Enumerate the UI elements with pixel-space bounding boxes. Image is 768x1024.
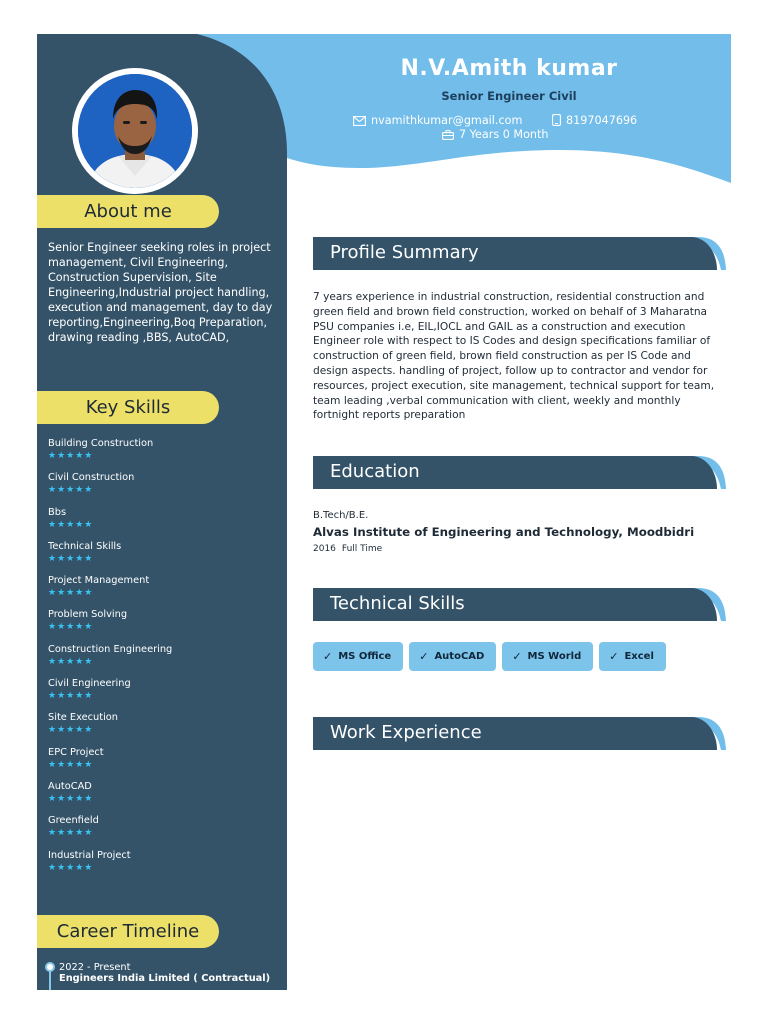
tech-chip-label: MS World xyxy=(527,651,582,662)
tech-chip-label: AutoCAD xyxy=(434,651,485,662)
skill-item xyxy=(48,643,278,677)
technical-skills-bar xyxy=(313,588,727,622)
check-icon: ✓ xyxy=(609,650,619,663)
timeline-dot xyxy=(45,962,55,972)
about-text: Senior Engineer seeking roles in project management, Civil Engineering, Construction Supervision, Site Engineering,Industrial project handling, execution and management, day to day reporting,Engineering,Boq Preparation, drawing reading ,BBS, AutoCAD, xyxy=(48,241,273,344)
skill-name: EPC Project xyxy=(48,746,104,758)
technical-skills-chips xyxy=(313,642,666,672)
skill-name: Project Management xyxy=(48,575,150,587)
skill-name: Construction Engineering xyxy=(48,643,173,655)
work-experience-bar xyxy=(313,717,727,751)
skill-rating-stars: ★★★★★ xyxy=(48,862,94,873)
skill-name: Civil Engineering xyxy=(48,678,131,690)
skill-rating-stars: ★★★★★ xyxy=(48,485,94,496)
skill-rating-stars: ★★★★★ xyxy=(48,793,94,804)
tech-chip-excel xyxy=(599,642,666,671)
person-portrait-icon xyxy=(78,74,192,188)
check-icon: ✓ xyxy=(419,650,429,663)
skill-item xyxy=(48,677,278,711)
skill-item xyxy=(48,540,278,574)
education-heading: Education xyxy=(330,461,420,482)
education-mode: Full Time xyxy=(341,544,383,554)
work-experience-heading: Work Experience xyxy=(330,722,482,743)
profile-photo xyxy=(72,68,198,194)
skill-rating-stars: ★★★★★ xyxy=(48,519,94,530)
skill-item xyxy=(48,849,278,883)
timeline-org: Engineers India Limited ( Contractual) xyxy=(59,973,271,984)
profile-summary-heading: Profile Summary xyxy=(330,242,479,263)
skill-name: Problem Solving xyxy=(48,609,128,621)
check-icon: ✓ xyxy=(323,650,333,663)
skill-item xyxy=(48,711,278,745)
skill-name: Industrial Project xyxy=(48,849,131,861)
avatar xyxy=(78,74,192,188)
skill-name: Greenfield xyxy=(48,815,99,827)
tech-chip-ms-office xyxy=(313,642,403,671)
skill-name: Building Construction xyxy=(48,438,154,449)
tech-chip-label: Excel xyxy=(624,651,654,662)
skill-rating-stars: ★★★★★ xyxy=(48,451,94,461)
skill-item xyxy=(48,814,278,848)
profile-summary-bar xyxy=(313,237,727,271)
tech-chip-autocad xyxy=(409,642,496,671)
skill-name: Site Execution xyxy=(48,712,118,724)
education-institute: Alvas Institute of Engineering and Technology, Moodbidri xyxy=(313,525,695,539)
phone-contact xyxy=(552,114,637,127)
skill-name: Bbs xyxy=(48,506,67,518)
skill-rating-stars: ★★★★★ xyxy=(48,622,94,633)
check-icon: ✓ xyxy=(512,650,522,663)
skill-name: Civil Construction xyxy=(48,472,135,484)
skill-item xyxy=(48,471,278,505)
email-contact xyxy=(353,114,522,127)
timeline-date: 2022 - Present xyxy=(59,962,131,973)
skill-rating-stars: ★★★★★ xyxy=(48,759,94,770)
experience-text: 7 Years 0 Month xyxy=(459,128,549,141)
skill-item xyxy=(48,437,278,471)
skill-item xyxy=(48,608,278,642)
skill-name: AutoCAD xyxy=(48,780,92,792)
skill-rating-stars: ★★★★★ xyxy=(48,828,94,839)
briefcase-icon xyxy=(442,130,454,140)
about-heading: About me xyxy=(37,195,219,228)
phone-text: 8197047696 xyxy=(566,114,638,127)
skill-rating-stars: ★★★★★ xyxy=(48,588,94,599)
skill-item xyxy=(48,506,278,540)
candidate-role: Senior Engineer Civil xyxy=(441,89,577,103)
skill-rating-stars: ★★★★★ xyxy=(48,553,94,564)
mail-icon xyxy=(353,116,366,126)
education-bar xyxy=(313,456,727,490)
skill-item xyxy=(48,780,278,814)
key-skills-heading: Key Skills xyxy=(37,391,219,424)
education-meta xyxy=(313,544,382,554)
candidate-name: N.V.Amith kumar xyxy=(400,56,618,81)
tech-chip-label: MS Office xyxy=(338,651,392,662)
experience-contact xyxy=(442,128,548,141)
skill-rating-stars: ★★★★★ xyxy=(48,656,94,667)
skill-rating-stars: ★★★★★ xyxy=(48,725,94,736)
profile-summary-text: 7 years experience in industrial construction, residential construction and green field and brown field construction, worked on behalf of 3 Maharatna PSU companies i.e, EIL,IOCL and GAIL as a construction and execution Engineer role with respect to IS Codes and design specifications familiar of construction of green field, brown field construction as per IS Code and design aspects. handling of project, follow up to contractor and vendor for resources, project execution, site management, technical support for team, team leading ,verbal communication with client, weekly and monthly fortnight reports preparation xyxy=(313,291,715,422)
education-year: 2016 xyxy=(313,544,336,554)
key-skills-list xyxy=(48,437,278,883)
phone-icon xyxy=(552,114,561,126)
technical-skills-heading: Technical Skills xyxy=(330,593,465,614)
skill-item xyxy=(48,746,278,780)
career-timeline-heading: Career Timeline xyxy=(37,915,219,948)
skill-rating-stars: ★★★★★ xyxy=(48,691,94,702)
education-degree: B.Tech/B.E. xyxy=(313,510,369,521)
skill-item xyxy=(48,574,278,608)
tech-chip-ms-world xyxy=(502,642,593,671)
email-text: nvamithkumar@gmail.com xyxy=(371,114,523,127)
skill-name: Technical Skills xyxy=(48,540,122,552)
